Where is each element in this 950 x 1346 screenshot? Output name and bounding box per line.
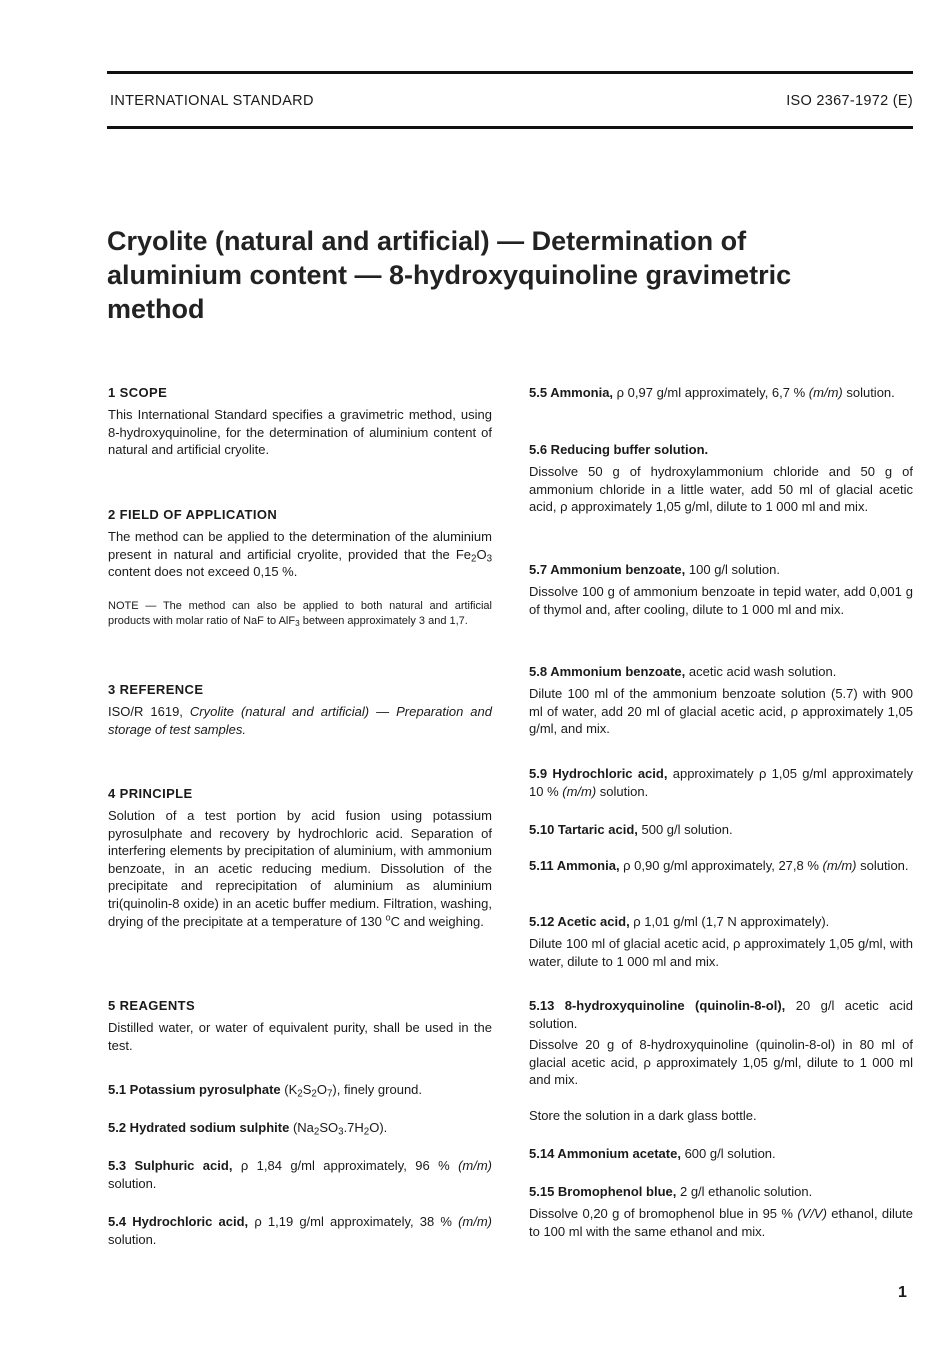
text-run: (m/m) [458, 1158, 492, 1173]
text-run: 4 PRINCIPLE [108, 786, 193, 801]
paragraph [108, 1157, 492, 1192]
text-run: Solution of a test portion by acid fusion using potassium pyrosulphate and recovery by hydrochloric acid. Separation of interfering elements by precipitation of aluminium, with ammonium benzoate, in an acetic reducing medium. Dissolution of the precipitate and reprecipitation of aluminium as aluminium tri(quinolin-8 oxide) in an acetic buffer medium. Filtration, washing, drying of the precipitate at a temperature of 130 [108, 808, 492, 929]
text-run: ρ 0,90 g/ml approximately, 27,8 % [619, 858, 823, 873]
text-run: S [302, 1082, 312, 1097]
text-run: ρ 1,01 g/ml (1,7 N approximately). [629, 914, 830, 929]
text-run: C and weighing. [390, 913, 484, 929]
text-run: 2 [311, 1088, 317, 1100]
text-run: 3 REFERENCE [108, 682, 204, 697]
paragraph [108, 703, 492, 738]
reagent-name: 5.4 Hydrochloric acid, [108, 1214, 249, 1229]
note-paragraph [108, 599, 492, 628]
text-run: Dilute 100 ml of the ammonium benzoate solution (5.7) with 900 ml of water, add 20 ml of glacial acetic acid, ρ approximately 1,05 g/ml, and mix. [529, 686, 913, 737]
text-run: 2 [471, 553, 477, 565]
text-run: (m/m) [562, 783, 597, 799]
text-run: Cryolite (natural and artificial) — Preparation and storage of test samples. [108, 704, 492, 737]
text-run: solution. [108, 1231, 157, 1247]
text-run: Dissolve 100 g of ammonium benzoate in tepid water, add 0,001 g of thymol and, after cooling, dilute to 1 000 ml and mix. [529, 584, 913, 617]
text-run: solution. [596, 783, 649, 799]
paragraph [108, 528, 492, 581]
section-heading [108, 384, 492, 402]
paragraph [108, 406, 492, 459]
text-run: O [316, 1082, 327, 1097]
reagent-name: 5.2 Hydrated sodium sulphite [108, 1120, 290, 1135]
reagent-name: 5.1 Potassium pyrosulphate [108, 1082, 281, 1097]
reagent-name: 5.14 Ammonium acetate, [529, 1146, 681, 1161]
paragraph [108, 1019, 492, 1054]
text-run: solution. [108, 1175, 157, 1191]
text-run: (m/m) [458, 1214, 492, 1229]
text-run: 3 [338, 1126, 344, 1138]
paragraph [529, 857, 913, 875]
reagent-name: 5.11 Ammonia, [529, 858, 620, 873]
text-run: 3 [295, 618, 300, 628]
text-run: 2 [363, 1126, 370, 1138]
paragraph [108, 1119, 492, 1137]
paragraph [529, 463, 913, 516]
paragraph [529, 1145, 913, 1163]
header-bottom-rule [107, 126, 913, 129]
header-document-number: ISO 2367-1972 (E) [786, 93, 913, 109]
section-heading [108, 506, 492, 524]
text-run: 2 g/l ethanolic solution. [676, 1184, 813, 1199]
text-run: 100 g/l solution. [685, 562, 780, 577]
paragraph [529, 663, 913, 681]
reagent-name: 5.13 8-hydroxyquinoline (quinolin-8-ol), [529, 998, 786, 1013]
reagent-name: 5.9 Hydrochloric acid, [529, 766, 668, 781]
section-heading [108, 681, 492, 699]
paragraph [529, 1107, 913, 1125]
text-run: The method can be applied to the determination of the aluminium present in natural and artificial cryolite, provided that the Fe [108, 529, 492, 562]
reagent-name: 5.5 Ammonia, [529, 385, 614, 400]
section-heading [108, 997, 492, 1015]
paragraph [529, 997, 913, 1032]
text-run: This International Standard specifies a gravimetric method, using 8-hydroxyquinoline, for the determination of aluminium content of natural and artificial cryolite. [108, 407, 492, 458]
reagent-name: 5.10 Tartaric acid, [529, 822, 638, 837]
paragraph [529, 935, 913, 970]
text-run: solution. [842, 385, 895, 400]
paragraph [108, 1213, 492, 1248]
text-run: 600 g/l solution. [680, 1146, 776, 1161]
text-run: 2 [313, 1126, 320, 1138]
header-top-rule [107, 71, 913, 74]
text-run: 1 SCOPE [108, 385, 168, 400]
text-run: o [385, 912, 391, 923]
paragraph [529, 1205, 913, 1240]
reagent-name: 5.15 Bromophenol blue, [529, 1184, 677, 1199]
text-run: SO [319, 1120, 339, 1135]
paragraph [529, 913, 913, 931]
paragraph [529, 1183, 913, 1201]
text-run: Dissolve 50 g of hydroxylammonium chloride and 50 g of ammonium chloride in a little water, add 50 ml of glacial acetic acid, ρ approximately 1,05 g/ml, dilute to 1 000 ml and mix. [529, 464, 913, 515]
text-run: (K [280, 1082, 298, 1097]
text-run: between approximately 3 and 1,7. [299, 614, 468, 627]
text-run: 7 [326, 1088, 333, 1100]
text-run: Dissolve 20 g of 8-hydroxyquinoline (quinolin-8-ol) in 80 ml of glacial acetic acid, ρ approximately 1,05 g/ml, dilute to 1 000 ml and mix. [529, 1037, 913, 1088]
text-run: 2 FIELD OF APPLICATION [108, 507, 278, 522]
paragraph [108, 1081, 492, 1099]
text-run: content does not exceed 0,15 %. [108, 564, 298, 580]
text-run: 5 REAGENTS [108, 998, 196, 1013]
text-run: Dissolve 0,20 g of bromophenol blue in 95 % [529, 1206, 798, 1221]
paragraph [529, 561, 913, 579]
text-run: ρ 1,84 g/ml approximately, 96 % [232, 1158, 459, 1173]
paragraph [108, 807, 492, 930]
text-run: Distilled water, or water of equivalent purity, shall be used in the test. [108, 1020, 492, 1053]
text-run: NOTE — The method can also be applied to both natural and artificial products with molar ratio of NaF to AlF [108, 600, 492, 627]
text-run: ISO/R 1619, [108, 704, 190, 719]
reagent-name: 5.7 Ammonium benzoate, [529, 562, 686, 577]
text-run: (V/V) [797, 1206, 827, 1221]
reagent-name: 5.8 Ammonium benzoate, [529, 664, 686, 679]
reagent-name: 5.12 Acetic acid, [529, 914, 630, 929]
reagent-name: 5.6 Reducing buffer solution. [529, 442, 709, 457]
text-run: Store the solution in a dark glass bottle. [529, 1108, 757, 1123]
text-run: O). [369, 1120, 388, 1135]
paragraph [529, 441, 913, 459]
text-run: ρ 0,97 g/ml approximately, 6,7 % [613, 385, 809, 400]
paragraph [529, 1036, 913, 1089]
paragraph [529, 821, 913, 839]
text-run: 3 [486, 553, 492, 565]
paragraph [529, 583, 913, 618]
text-run: ρ 1,19 g/ml approximately, 38 % [248, 1214, 459, 1229]
paragraph [529, 765, 913, 800]
text-run: Dilute 100 ml of glacial acetic acid, ρ approximately 1,05 g/ml, with water, dilute to 1 000 ml and mix. [529, 936, 913, 969]
text-run: ), finely ground. [332, 1082, 423, 1097]
text-run: solution. [856, 858, 909, 873]
paragraph [529, 685, 913, 738]
text-run: O [476, 546, 487, 562]
text-run: (Na [289, 1120, 314, 1135]
text-run: approximately ρ 1,05 g/ml approximately 10 % [529, 766, 913, 799]
header-standard-label: INTERNATIONAL STANDARD [110, 93, 314, 109]
text-run: 500 g/l solution. [637, 822, 733, 837]
reagent-name: 5.3 Sulphuric acid, [108, 1158, 233, 1173]
text-run: 20 g/l acetic acid solution. [529, 998, 913, 1031]
text-run: (m/m) [808, 385, 843, 400]
document-title: Cryolite (natural and artificial) — Determination of aluminium content — 8-hydroxyquinoline gravimetric method [107, 226, 792, 324]
text-run: .7H [343, 1120, 364, 1135]
page-number: 1 [898, 1284, 907, 1301]
paragraph [529, 384, 913, 402]
text-run: ethanol, dilute to 100 ml with the same ethanol and mix. [529, 1206, 913, 1239]
text-run: 2 [297, 1088, 303, 1100]
text-run: acetic acid wash solution. [685, 664, 837, 679]
text-run: (m/m) [822, 858, 857, 873]
section-heading [108, 785, 492, 803]
